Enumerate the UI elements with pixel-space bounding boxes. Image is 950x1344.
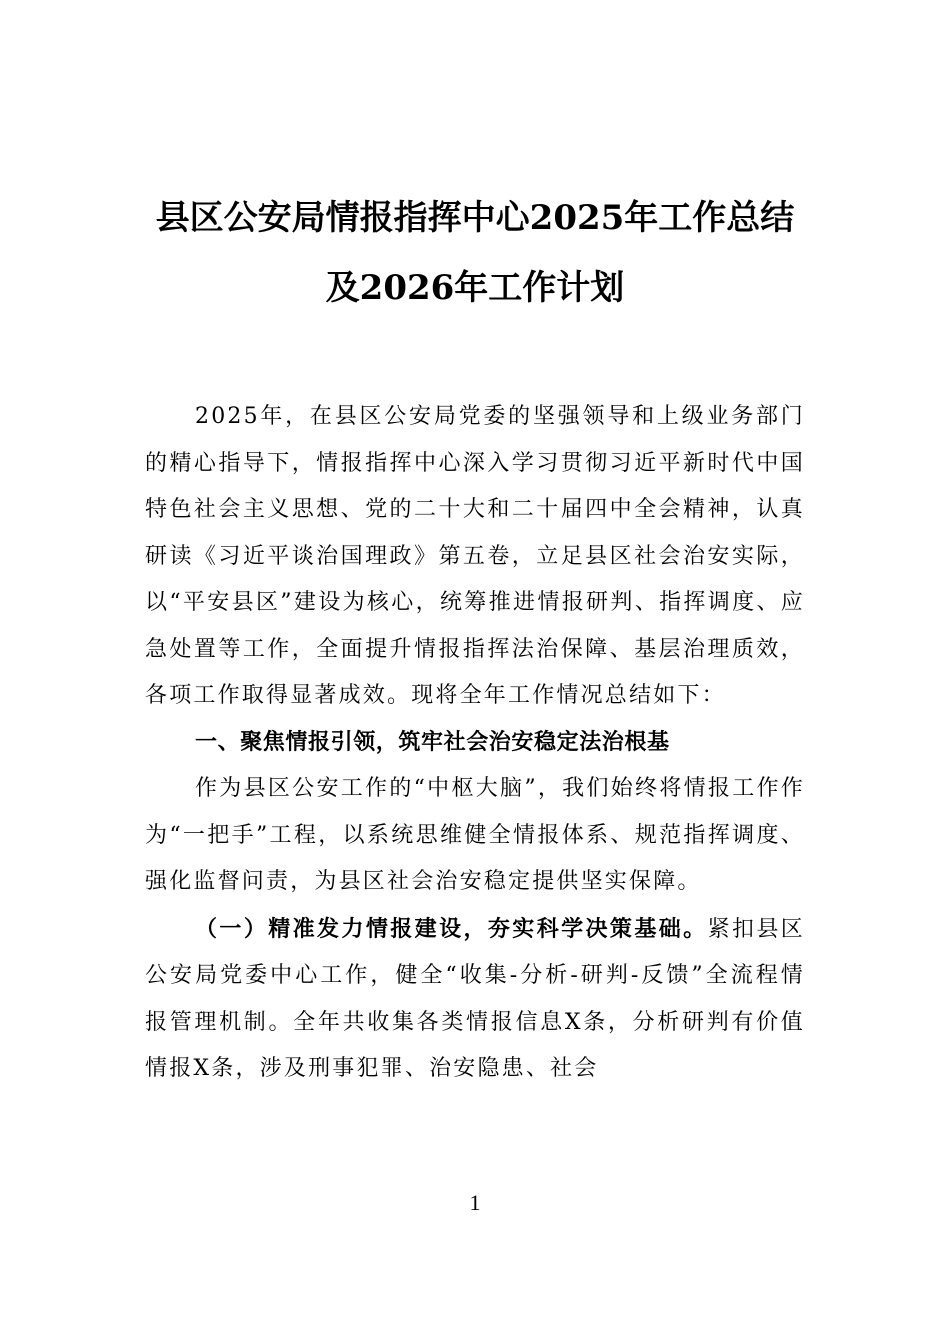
intro-paragraph: 2025年，在县区公安局党委的坚强领导和上级业务部门的精心指导下，情报指挥中心深入学习贯彻习近平新时代中国特色社会主义思想、党的二十大和二十届四中全会精神，认真研读《习近平谈治国理政》第五卷，立足县区社会治安实际，以“平安县区”建设为核心，统筹推进情报研判、指挥调度、应急处置等工作，全面提升情报指挥法治保障、基层治理质效，各项工作取得显著成效。现将全年工作情况总结如下： (145, 404, 805, 708)
subsection-1-text: 紧扣县区公安局党委中心工作，健全“收集-分析-研判-反馈”全流程情报管理机制。全年共收集各类情报信息X条，分析研判有价值情报X条，涉及刑事犯罪、治安隐患、社会 (145, 916, 806, 1081)
page-number: 1 (469, 1190, 481, 1215)
document-title-line-1: 县区公安局情报指挥中心2025年工作总结 (155, 198, 795, 238)
subsection-1-paragraph (145, 906, 805, 1093)
document-title-line-2: 及2026年工作计划 (325, 268, 625, 308)
section-1-heading: 一、聚焦情报引领，筑牢社会治安稳定法治根基 (195, 729, 670, 755)
document-body (145, 394, 805, 1093)
section-1-paragraph: 作为县区公安工作的“中枢大脑”，我们始终将情报工作作为“一把手”工程，以系统思维健全情报体系、规范指挥调度、强化监督问责，为县区社会治安稳定提供坚实保障。 (145, 776, 805, 894)
subsection-1-lead: （一）精准发力情报建设，夯实科学决策基础。 (195, 915, 708, 942)
